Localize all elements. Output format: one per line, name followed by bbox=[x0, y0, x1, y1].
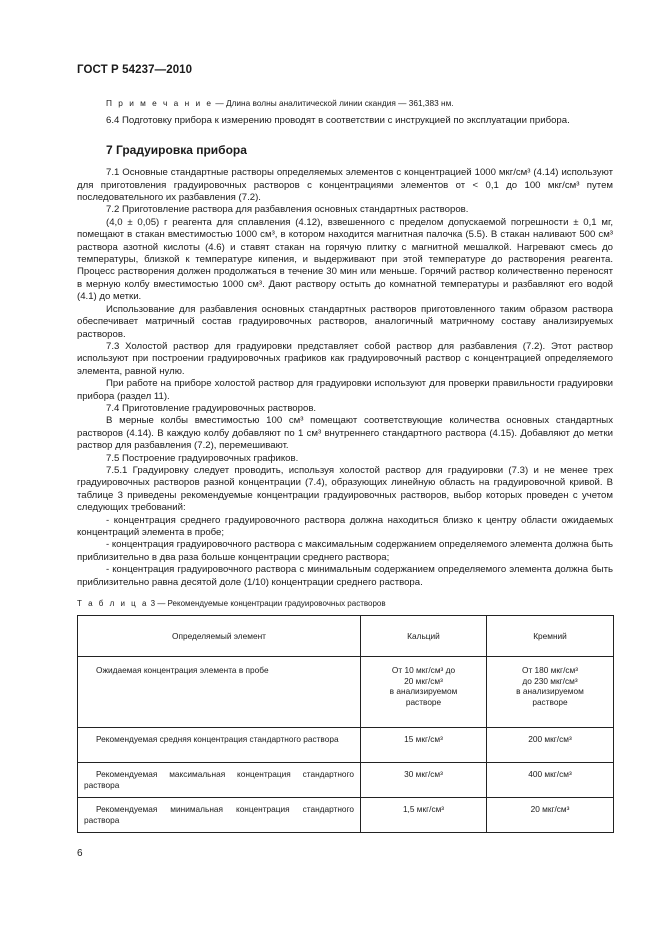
paragraph: При работе на приборе холостой раствор для градуировки используют для проверки правильности градуировки прибора (раздел 11). bbox=[77, 378, 613, 402]
column-header: Кальций bbox=[361, 616, 487, 657]
table-caption-text: 3 — Рекомендуемые концентрации градуировочных растворов bbox=[148, 599, 386, 609]
paragraph: В мерные колбы вместимостью 100 см³ помещают соответствующие количества основных стандартных растворов (4.14). В каждую колбу добавляют по 1 см³ внутреннего стандартного раствора (4.15). Добавляют до метки раствор для разбавления (7.2), перемешивают. bbox=[77, 415, 613, 452]
paragraph: Использование для разбавления основных стандартных растворов приготовленного таким образом раствора обеспечивает матричный состав градуировочных растворов, аналогичный матричному составу анализируемых растворов. bbox=[77, 303, 613, 340]
list-item: - концентрация градуировочного раствора с максимальным содержанием определяемого элемента должна быть приблизительно в два раза больше концентрации среднего раствора; bbox=[77, 539, 613, 563]
list-item: - концентрация среднего градуировочного раствора должна находиться близко к центру области ожидаемых концентраций элемента в пробе; bbox=[77, 514, 613, 538]
table-row bbox=[78, 763, 614, 798]
note bbox=[77, 97, 613, 109]
paragraph: 7.2 Приготовление раствора для разбавления основных стандартных растворов. bbox=[106, 204, 469, 216]
cell-line: растворе bbox=[532, 696, 568, 707]
cell-line: в анализируемом bbox=[389, 686, 458, 697]
calcium-cell bbox=[361, 657, 487, 728]
table-caption-label: Т а б л и ц а bbox=[77, 599, 149, 609]
table-header-row bbox=[78, 616, 614, 657]
row-label: Рекомендуемая средняя концентрация стандартного раствора bbox=[78, 728, 361, 763]
paragraph: 7.5.1 Градуировку следует проводить, используя холостой раствор для градуировки (7.3) и не менее трех градуировочных растворов разной концентрации (7.4), образующих линейную область на градуировочной кривой. В таблице 3 приведены рекомендуемые концентрации градуировочных растворов, выбор которых проведен с учетом следующих требований: bbox=[77, 464, 613, 514]
calcium-cell: 1,5 мкг/см³ bbox=[361, 798, 487, 833]
table-row bbox=[78, 657, 614, 728]
calcium-cell: 15 мкг/см³ bbox=[361, 728, 487, 763]
calcium-cell: 30 мкг/см³ bbox=[361, 763, 487, 798]
paragraph: 6.4 Подготовку прибора к измерению проводят в соответствии с инструкцией по эксплуатации прибора. bbox=[106, 115, 570, 127]
table-row bbox=[78, 728, 614, 763]
cell-line: в анализируемом bbox=[516, 686, 584, 697]
section-title: 7 Градуировка прибора bbox=[106, 142, 247, 157]
cell-line: От 180 мкг/см³ bbox=[522, 665, 578, 676]
cell-line: От 10 мкг/см³ до bbox=[391, 665, 456, 676]
paragraph: (4,0 ± 0,05) г реагента для сплавления (4.12), взвешенного с пределом допускаемой погрешности ± 0,1 мг, помещают в стакан вместимостью 1000 см³, в котором находится магнитная палочка (5.5). В стакан наливают 500 см³ раствора азотной кислоты (4.6) и ставят стакан на горячую плитку с магнитной мешалкой. Нагревают смесь до температуры, близкой к температуре кипения, и выдерживают при этой температуре до растворения реагента. Процесс растворения должен продолжаться в течение 30 мин или меньше. Горячий раствор количественно переносят в мерную колбу вместимостью 1000 см³. Дают раствору остыть до комнатной температуры и разбавляют его водой (4.1) до метки. bbox=[77, 216, 613, 303]
row-label: Рекомендуемая минимальная концентрация стандартного раствора bbox=[78, 798, 361, 833]
page-number: 6 bbox=[77, 848, 83, 859]
table-row bbox=[78, 798, 614, 833]
cell-line: до 230 мкг/см³ bbox=[522, 675, 578, 686]
note-label: П р и м е ч а н и е bbox=[106, 98, 214, 108]
paragraph: 7.5 Построение градуировочных графиков. bbox=[106, 452, 299, 464]
row-label: Рекомендуемая максимальная концентрация стандартного раствора bbox=[78, 763, 361, 798]
paragraph: 7.4 Приготовление градуировочных растворов. bbox=[106, 402, 317, 414]
column-header: Определяемый элемент bbox=[78, 616, 361, 657]
document-header: ГОСТ Р 54237—2010 bbox=[77, 64, 193, 76]
silicon-cell: 400 мкг/см³ bbox=[487, 763, 614, 798]
row-label: Ожидаемая концентрация элемента в пробе bbox=[78, 657, 361, 728]
cell-line: 20 мкг/см³ bbox=[404, 675, 443, 686]
cell-line: растворе bbox=[405, 696, 442, 707]
silicon-cell: 20 мкг/см³ bbox=[487, 798, 614, 833]
concentration-table bbox=[77, 615, 614, 833]
paragraph: 7.3 Холостой раствор для градуировки представляет собой раствор для разбавления (7.2). Этот раствор используют при построении градуировочных графиков как градуировочный раствор с концентрацией определяемого элемента, равной нулю. bbox=[77, 340, 613, 377]
document-body bbox=[77, 97, 613, 833]
paragraph: 7.1 Основные стандартные растворы определяемых элементов с концентрацией 1000 мкг/см³ (4.14) используют для приготовления градуировочных растворов с концентрациями элементов от < 0,1 до 100 мкг/см³ путем последовательного их разбавления (7.2). bbox=[77, 167, 613, 204]
silicon-cell: 200 мкг/см³ bbox=[487, 728, 614, 763]
silicon-cell bbox=[487, 657, 614, 728]
list-item: - концентрация градуировочного раствора с минимальным содержанием определяемого элемента должна быть приблизительно равна десятой доле (1/10) концентрации среднего раствора. bbox=[77, 564, 613, 588]
table-caption bbox=[77, 598, 613, 610]
column-header: Кремний bbox=[487, 616, 614, 657]
note-text: — Длина волны аналитической линии скандия — 361,383 нм. bbox=[213, 98, 454, 108]
